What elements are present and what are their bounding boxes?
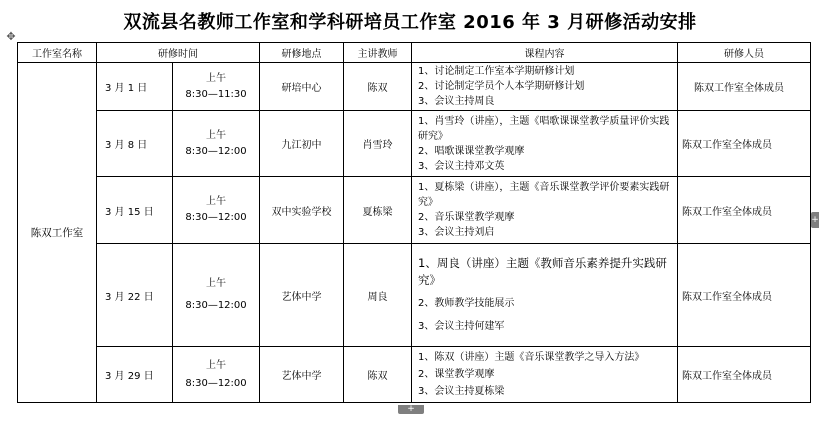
move-cross-icon[interactable]: ✥: [6, 30, 16, 43]
period-text: 上午: [206, 72, 226, 84]
place-cell: 艺体中学: [260, 347, 344, 403]
teacher-cell: 夏栋梁: [344, 177, 412, 244]
content-item: 3、会议主持夏栋梁: [418, 386, 505, 397]
period-text: 上午: [206, 278, 226, 289]
table-row: [18, 244, 811, 347]
studio-name-cell: 陈双工作室: [18, 63, 97, 403]
header-teacher: 主讲教师: [344, 43, 412, 63]
content-item: 1、陈双（讲座）主题《音乐课堂教学之导入方法》: [418, 352, 645, 363]
content-item: 3、会议主持邓文英: [418, 160, 505, 172]
staff-cell: 陈双工作室全体成员: [678, 111, 811, 177]
content-item: 1、周良（讲座）主题《教师音乐素养提升实践研究》: [418, 256, 667, 287]
content-cell: [412, 347, 678, 403]
teacher-cell: 陈双: [344, 347, 412, 403]
content-cell: [412, 177, 678, 244]
document-title: 双流县名教师工作室和学科研培员工作室 2016 年 3 月研修活动安排: [123, 12, 697, 33]
place-cell: 研培中心: [260, 63, 344, 111]
content-item: 3、会议主持刘启: [418, 227, 495, 238]
table-row: [18, 111, 811, 177]
content-item: 2、课堂教学观摩: [418, 369, 495, 380]
staff-cell: 陈双工作室全体成员: [678, 347, 811, 403]
place-cell: 艺体中学: [260, 244, 344, 347]
teacher-cell: 周良: [344, 244, 412, 347]
date-cell: 3 月 1 日: [97, 63, 173, 111]
staff-cell: 陈双工作室全体成员: [678, 244, 811, 347]
time-cell: [173, 244, 260, 347]
date-cell: 3 月 22 日: [97, 244, 173, 347]
table-row: [18, 63, 811, 111]
header-place: 研修地点: [260, 43, 344, 63]
content-item: 2、唱歌课课堂教学观摩: [418, 145, 525, 157]
date-cell: 3 月 29 日: [97, 347, 173, 403]
teacher-cell: 陈双: [344, 63, 412, 111]
add-column-icon[interactable]: +: [811, 212, 819, 228]
period-text: 上午: [206, 359, 226, 371]
time-cell: [173, 177, 260, 244]
header-staff: 研修人员: [678, 43, 811, 63]
content-item: 1、夏栋梁（讲座），主题《音乐课堂教学评价要素实践研究》: [418, 182, 670, 208]
content-item: 2、教师教学技能展示: [418, 298, 515, 309]
table-row: [18, 177, 811, 244]
hours-text: 8:30—11:30: [185, 88, 247, 100]
content-cell: [412, 111, 678, 177]
add-row-icon[interactable]: +: [398, 405, 424, 414]
time-cell: [173, 63, 260, 111]
date-cell: 3 月 8 日: [97, 111, 173, 177]
table-row: [18, 347, 811, 403]
staff-cell: 陈双工作室全体成员: [678, 177, 811, 244]
header-content: 课程内容: [412, 43, 678, 63]
hours-text: 8:30—12:00: [185, 377, 247, 389]
header-name: 工作室名称: [18, 43, 97, 63]
hours-text: 8:30—12:00: [185, 300, 247, 311]
staff-cell: 陈双工作室全体成员: [678, 63, 811, 111]
schedule-table: [17, 42, 811, 403]
content-item: 2、讨论制定学员个人本学期研修计划: [418, 81, 585, 92]
content-item: 1、肖雪玲（讲座），主题《唱歌课课堂教学质量评价实践研究》: [418, 115, 670, 142]
content-cell: [412, 244, 678, 347]
hours-text: 8:30—12:00: [185, 212, 247, 223]
time-cell: [173, 111, 260, 177]
header-row: [18, 43, 811, 63]
content-item: 1、讨论制定工作室本学期研修计划: [418, 66, 575, 77]
content-item: 3、会议主持何建军: [418, 321, 505, 332]
teacher-cell: 肖雪玲: [344, 111, 412, 177]
place-cell: 九江初中: [260, 111, 344, 177]
period-text: 上午: [206, 129, 226, 141]
time-cell: [173, 347, 260, 403]
content-cell: [412, 63, 678, 111]
date-cell: 3 月 15 日: [97, 177, 173, 244]
place-cell: 双中实验学校: [260, 177, 344, 244]
period-text: 上午: [206, 196, 226, 207]
header-time: 研修时间: [97, 43, 260, 63]
content-item: 2、音乐课堂教学观摩: [418, 212, 515, 223]
content-item: 3、会议主持周良: [418, 96, 495, 107]
hours-text: 8:30—12:00: [185, 145, 247, 157]
